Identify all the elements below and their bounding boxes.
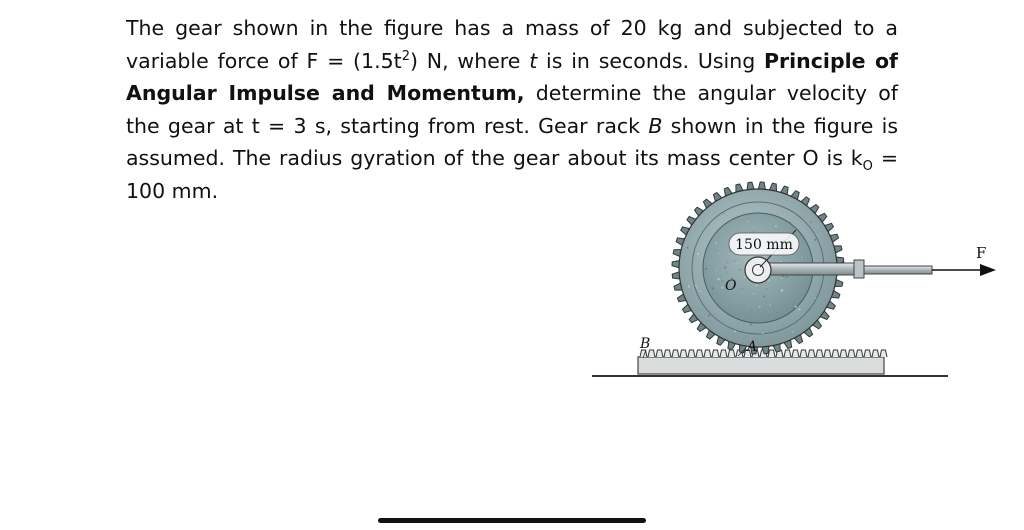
gear-speckle-dot — [715, 242, 717, 244]
gear-speckle-dot — [727, 262, 728, 263]
force-arrow-head — [980, 264, 996, 276]
gear-speckle-dot — [798, 308, 800, 310]
gear-speckle-dot — [705, 284, 706, 285]
gear-speckle-dot — [687, 247, 689, 249]
gear-speckle-dot — [814, 239, 816, 241]
force-label: F — [976, 244, 987, 262]
gear-speckle-dot — [712, 287, 714, 289]
gear-speckle-dot — [718, 278, 720, 280]
gear-rack-figure — [580, 180, 1020, 395]
gear-speckle-dot — [789, 222, 791, 224]
gear-speckle-dot — [748, 221, 749, 222]
gear-speckle-dot — [815, 298, 816, 299]
gear-speckle-dot — [688, 285, 690, 287]
gear-speckle-dot — [721, 287, 723, 289]
gear-speckle-dot — [794, 258, 795, 259]
gear-speckle-dot — [801, 257, 802, 258]
gear-speckle-dot — [764, 256, 765, 257]
gear-speckle-dot — [750, 310, 751, 311]
contact-point-label: A — [747, 339, 758, 355]
gear-speckle-dot — [793, 307, 795, 309]
gear-speckle-dot — [723, 213, 724, 214]
gear-speckle-dot — [786, 276, 788, 278]
gear-speckle-dot — [750, 323, 752, 325]
force-rod-collar — [854, 260, 864, 278]
gear-speckle-dot — [777, 312, 778, 313]
rack-label: B — [640, 336, 651, 352]
gear-speckle-dot — [792, 331, 794, 333]
gear-speckle-dot — [729, 251, 730, 252]
gear-speckle-dot — [768, 280, 770, 282]
gear-speckle-dot — [753, 231, 754, 232]
center-pin-inner — [753, 265, 764, 276]
center-label: O — [725, 278, 737, 294]
gear-speckle-dot — [696, 287, 698, 289]
gear-speckle-dot — [700, 291, 702, 293]
gear-speckle-dot — [775, 225, 777, 227]
gear-speckle-dot — [781, 289, 783, 291]
principle-name: Principle of Angular Impulse and Momentum, — [126, 48, 898, 106]
gear-speckle-dot — [734, 330, 736, 332]
gear-speckle-dot — [782, 278, 783, 279]
gear-speckle-dot — [734, 260, 735, 261]
gear-speckle-dot — [753, 293, 754, 294]
gear-speckle-dot — [718, 253, 719, 254]
gear-speckle-dot — [782, 276, 783, 277]
gear-speckle-dot — [742, 288, 743, 289]
gear-speckle-dot — [810, 221, 812, 223]
gear-speckle-dot — [782, 218, 784, 220]
gear-speckle-dot — [708, 314, 710, 316]
gear-speckle-dot — [697, 253, 699, 255]
gear-speckle-dot — [722, 281, 723, 282]
gear-speckle-dot — [769, 304, 770, 305]
problem-statement: The gear shown in the figure has a mass of 20 kg and subjected to a variable force of $F = (1.5t^2)$ N, where t is in seconds. Using Principle of Angular Impulse and Momentum, determine the angular velocity of the gear at t = 3 s, starting from rest. Gear rack B shown in the figure is assumed. The radius gyration of the gear about its mass center O is $k_O = 100$ mm. — [126, 16, 899, 203]
gear-speckle-dot — [795, 306, 797, 308]
gear-speckle-dot — [756, 284, 758, 286]
gear-speckle-dot — [744, 277, 746, 279]
gear-speckle-dot — [705, 268, 707, 270]
gear-speckle-dot — [780, 261, 782, 263]
dimension-label: 150 mm — [735, 237, 793, 253]
gear-speckle-dot — [716, 270, 717, 271]
gear-speckle-dot — [695, 285, 697, 287]
gear-speckle-dot — [763, 295, 765, 297]
gear-speckle-dot — [766, 288, 767, 289]
gear-speckle-dot — [762, 333, 764, 335]
force-rod-end — [864, 266, 932, 274]
gear-speckle-dot — [759, 306, 761, 308]
gear-speckle-dot — [727, 272, 728, 273]
gear-rack — [638, 357, 884, 374]
gear-speckle-dot — [737, 263, 738, 264]
gear-speckle-dot — [724, 266, 726, 268]
gear-speckle-dot — [739, 269, 741, 271]
home-indicator-bar — [378, 518, 646, 523]
